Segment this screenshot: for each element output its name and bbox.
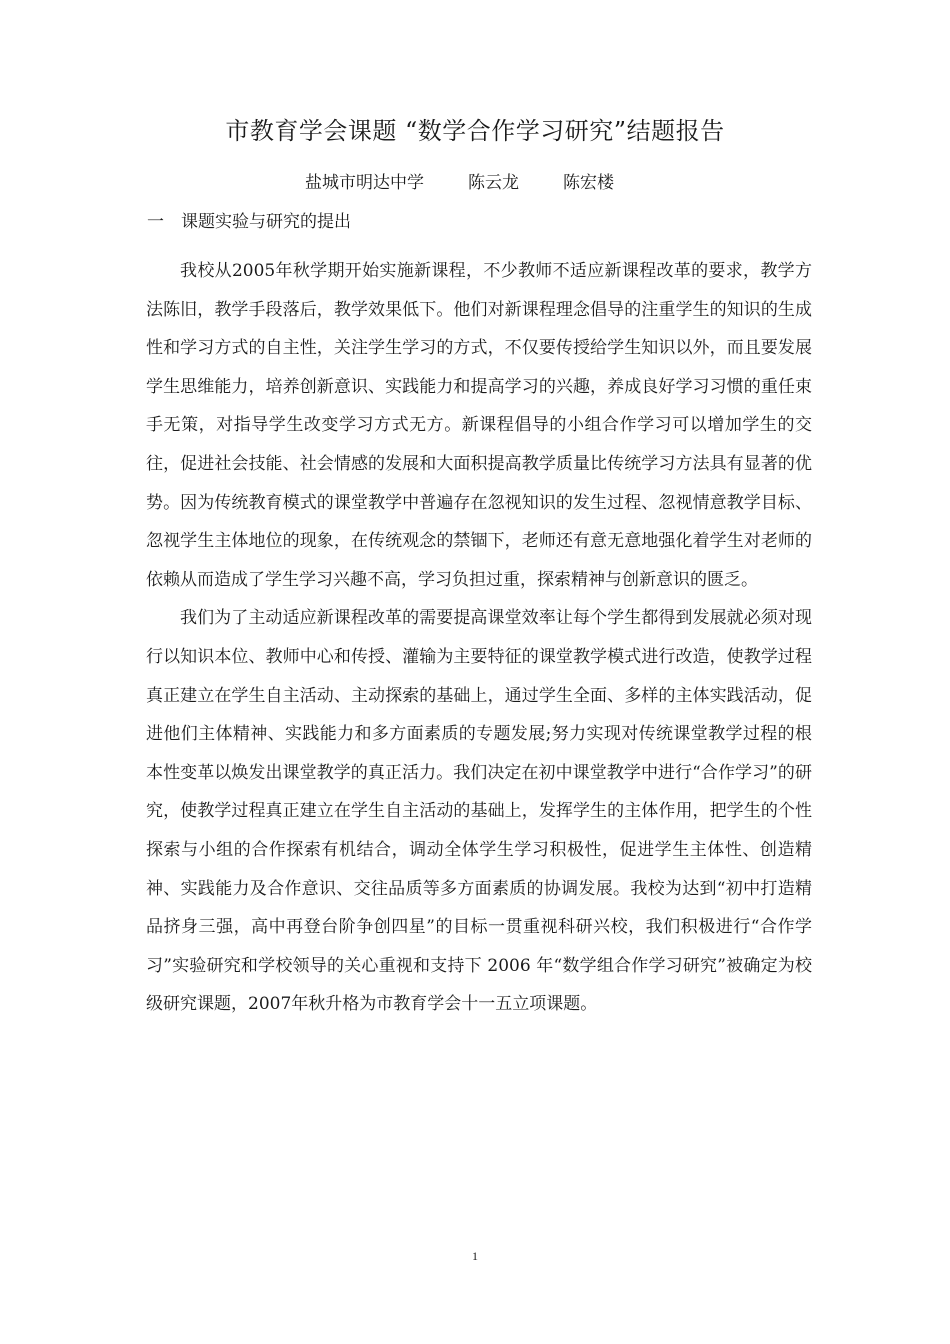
author-name-2: 陈宏楼 <box>563 173 614 193</box>
paragraph-2: 我们为了主动适应新课程改革的需要提高课堂效率让每个学生都得到发展就必须对现行以知识本位、教师中心和传授、灌输为主要特征的课堂教学模式进行改造，使教学过程真正建立在学生自主活动、主动探索的基础上，通过学生全面、多样的主体实践活动，促进他们主体精神、实践能力和多方面素质的专题发展;努力实现对传统课堂教学过程的根本性变革以焕发出课堂教学的真正活力。我们决定在初中课堂教学中进行“合作学习”的研究，使教学过程真正建立在学生自主活动的基础上，发挥学生的主体作用，把学生的个性探索与小组的合作探索有机结合，调动全体学生学习积极性，促进学生主体性、创造精神、实践能力及合作意识、交往品质等多方面素质的协调发展。我校为达到“初中打造精品挤身三强，高中再登台阶争创四星”的目标一贯重视科研兴校，我们积极进行“合作学习”实验研究和学校领导的关心重视和支持下 2006 年“数学组合作学习研究”被确定为校级研究课题，2007年秋升格为市教育学会十一五立项课题。 <box>146 608 812 1015</box>
section-heading-text: 课题实验与研究的提出 <box>181 212 351 232</box>
author-school: 盐城市明达中学 <box>305 173 424 193</box>
page-number: 1 <box>472 1249 478 1263</box>
section-heading <box>147 209 351 235</box>
paragraph-1: 我校从2005年秋学期开始实施新课程，不少教师不适应新课程改革的要求，教学方法陈旧，教学手段落后，教学效果低下。他们对新课程理念倡导的注重学生的知识的生成性和学习方式的自主性，关注学生学习的方式，不仅要传授给学生知识以外，而且要发展学生思维能力，培养创新意识、实践能力和提高学习的兴趣，养成良好学习习惯的重任束手无策，对指导学生改变学习方式无方。新课程倡导的小组合作学习可以增加学生的交往，促进社会技能、社会情感的发展和大面积提高教学质量比传统学习方法具有显著的优势。因为传统教育模式的课堂教学中普遍存在忽视知识的发生过程、忽视情意教学目标、忽视学生主体地位的现象，在传统观念的禁锢下，老师还有意无意地强化着学生对老师的依赖从而造成了学生学习兴趣不高，学习负担过重，探索精神与创新意识的匮乏。 <box>146 261 812 590</box>
author-name-1: 陈云龙 <box>468 173 519 193</box>
section-number: 一 <box>147 212 164 232</box>
document-title: 市教育学会课题 “数学合作学习研究”结题报告 <box>225 117 725 145</box>
author-line <box>305 170 614 196</box>
body-text <box>146 252 812 1024</box>
